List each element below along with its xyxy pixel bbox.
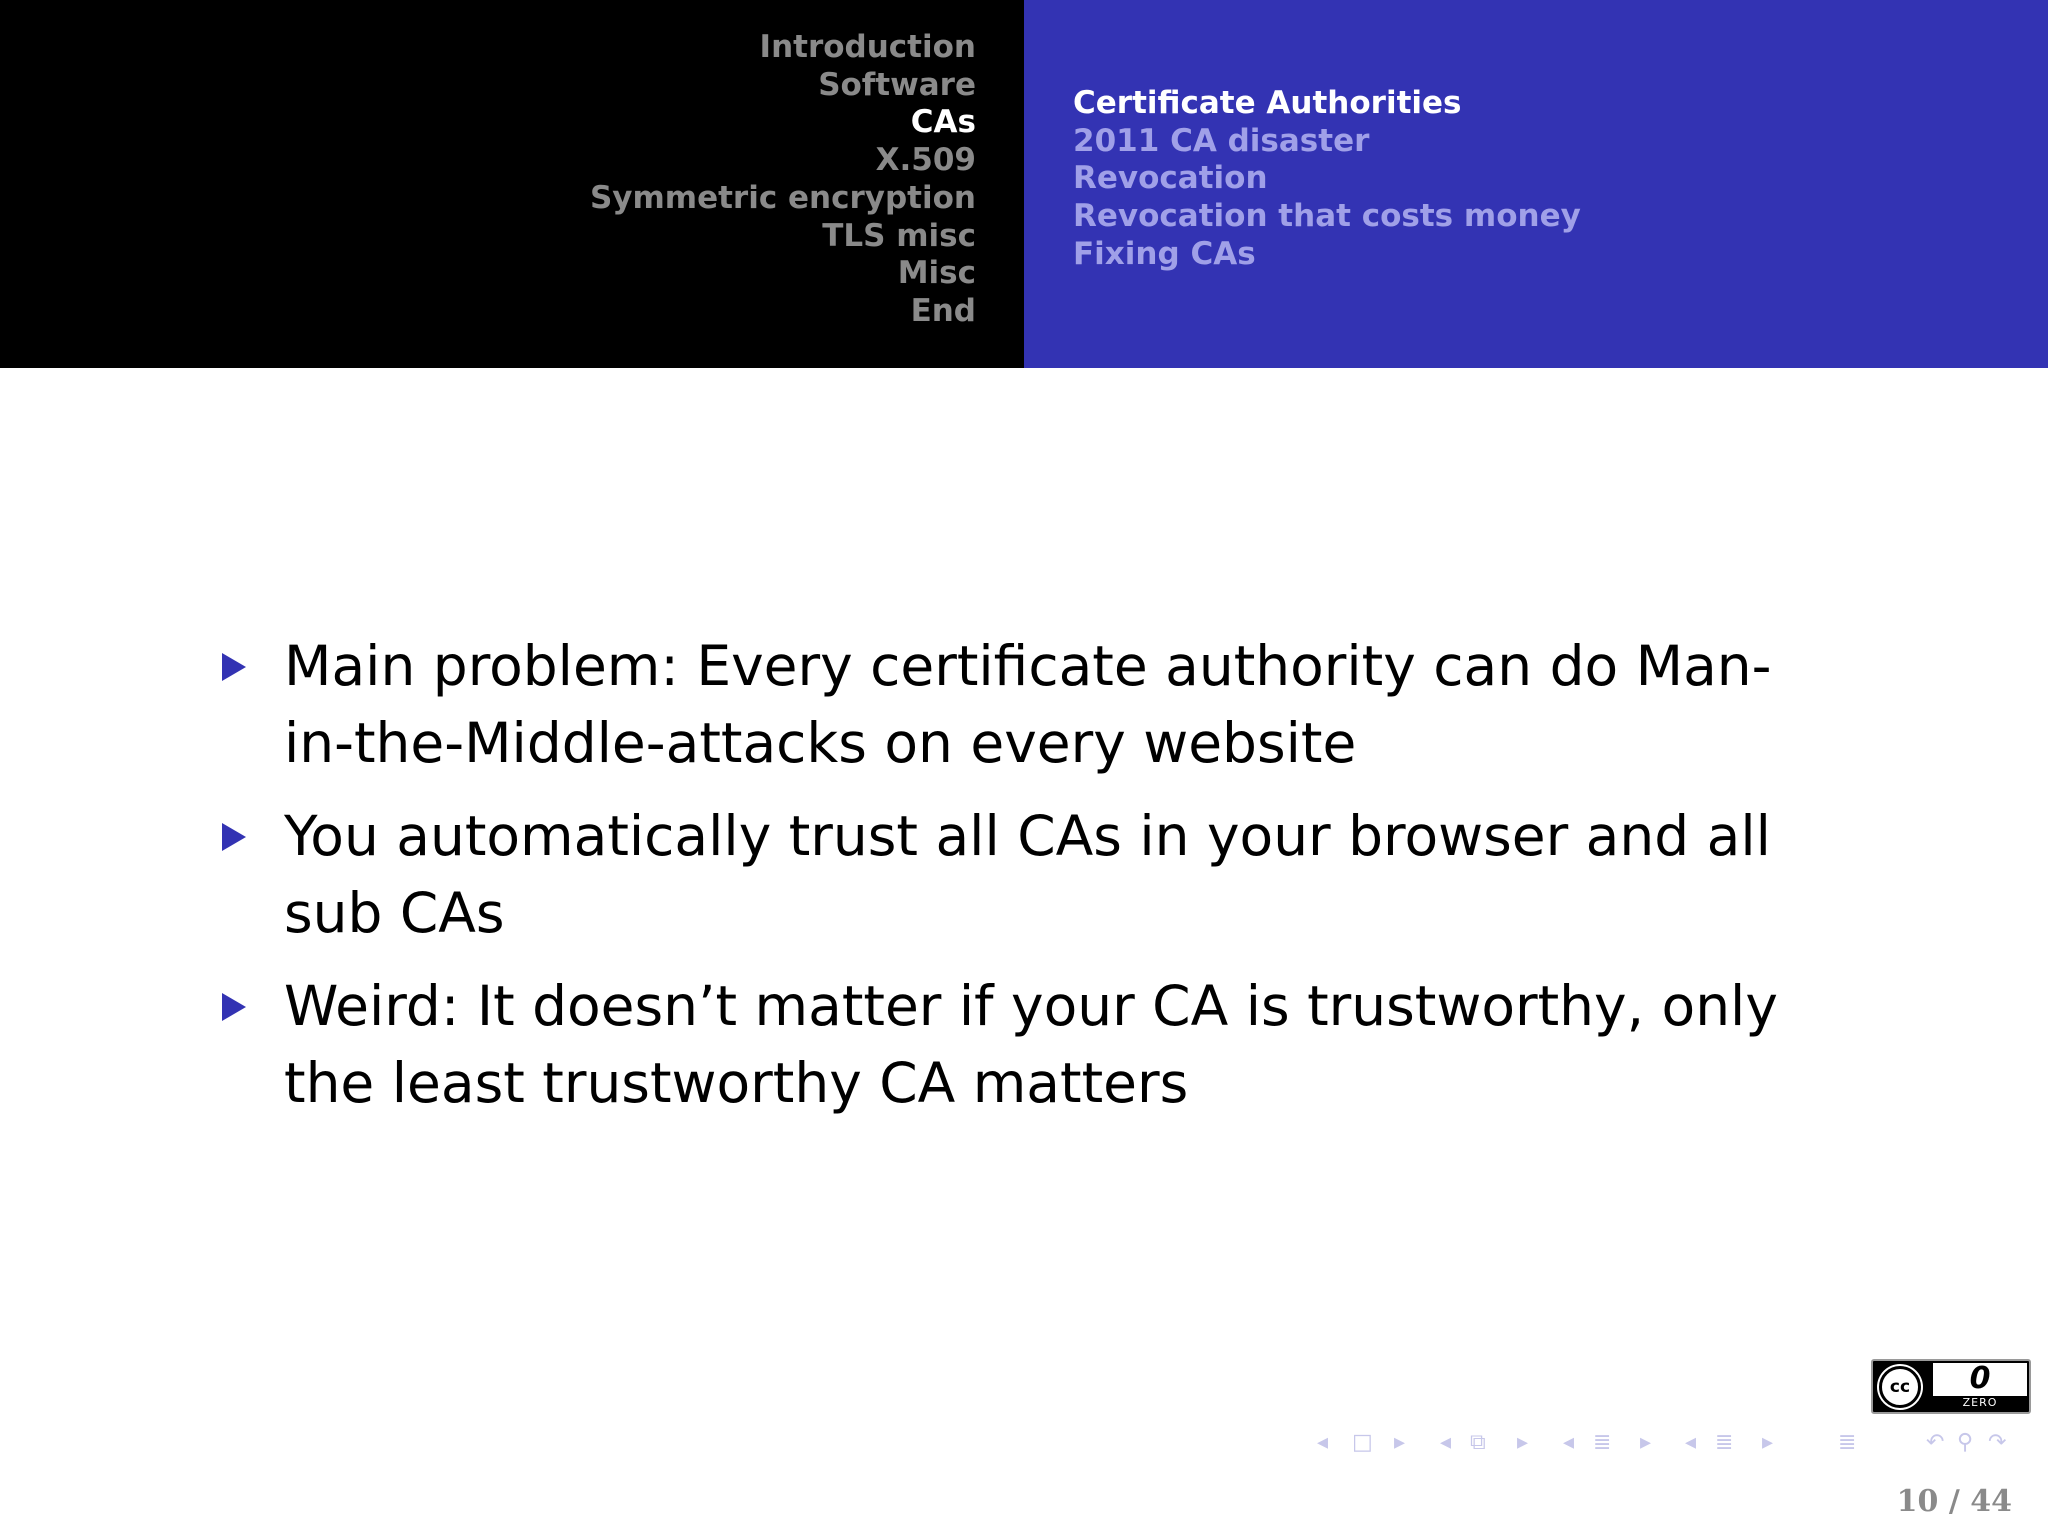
bullet-text: Main problem: Every certificate authority can do Man-in-the-Middle-attacks on every website [284, 634, 1772, 775]
zero-digit: 0 [1969, 1361, 1991, 1396]
nav-section-icon[interactable]: ≣ [1715, 1430, 1734, 1455]
nav-slide-icon[interactable]: ⧉ [1470, 1430, 1486, 1455]
section-misc[interactable]: Misc [897, 255, 976, 292]
nav-prev-slide-icon[interactable]: ◂ [1440, 1430, 1452, 1455]
nav-prev-section-icon[interactable]: ◂ [1685, 1430, 1697, 1455]
nav-frame-icon[interactable]: □ [1352, 1430, 1373, 1455]
zero-label: ZERO [1933, 1396, 2027, 1410]
cc-zero-license-icon [1871, 1359, 2031, 1414]
nav-prev-frame-icon[interactable]: ◂ [1317, 1430, 1329, 1455]
bullet-item [218, 798, 1838, 952]
page-number: 10 / 44 [1896, 1484, 2012, 1519]
nav-next-subsection-icon[interactable]: ▸ [1640, 1430, 1652, 1455]
section-end[interactable]: End [910, 292, 976, 329]
slide-header [0, 0, 2048, 368]
nav-next-slide-icon[interactable]: ▸ [1517, 1430, 1529, 1455]
section-symmetric-encryption[interactable]: Symmetric encryption [589, 179, 976, 216]
subsection-navigation [1024, 0, 2048, 368]
bullet-text: Weird: It doesn’t matter if your CA is trustworthy, only the least trustworthy CA matters [284, 974, 1778, 1115]
nav-forward-icon[interactable]: ↷ [1988, 1430, 2007, 1455]
triangle-bullet-icon [222, 993, 246, 1021]
section-tls-misc[interactable]: TLS misc [822, 217, 976, 254]
bullet-list [218, 628, 1838, 1138]
zero-panel [1933, 1363, 2027, 1410]
nav-document-icon[interactable]: ≣ [1838, 1430, 1857, 1455]
subsection-revocation[interactable]: Revocation [1073, 160, 1268, 197]
bullet-text: You automatically trust all CAs in your browser and all sub CAs [284, 804, 1771, 945]
subsection-revocation-costs-money[interactable]: Revocation that costs money [1073, 198, 1581, 235]
nav-search-icon[interactable]: ⚲ [1957, 1430, 1974, 1455]
nav-back-icon[interactable]: ↶ [1926, 1430, 1945, 1455]
bullet-item [218, 968, 1838, 1122]
bullet-item [218, 628, 1838, 782]
nav-next-section-icon[interactable]: ▸ [1762, 1430, 1774, 1455]
cc-logo: cc [1879, 1366, 1921, 1408]
section-cas[interactable]: CAs [910, 104, 976, 141]
nav-next-frame-icon[interactable]: ▸ [1394, 1430, 1406, 1455]
subsection-2011-ca-disaster[interactable]: 2011 CA disaster [1073, 122, 1370, 159]
nav-subsection-icon[interactable]: ≣ [1593, 1430, 1612, 1455]
subsection-certificate-authorities[interactable]: Certificate Authorities [1073, 85, 1462, 121]
triangle-bullet-icon [222, 823, 246, 851]
section-x509[interactable]: X.509 [875, 142, 976, 179]
section-introduction[interactable]: Introduction [759, 29, 976, 65]
section-software[interactable]: Software [818, 66, 976, 103]
section-navigation [0, 0, 1024, 368]
nav-prev-subsection-icon[interactable]: ◂ [1563, 1430, 1575, 1455]
subsection-fixing-cas[interactable]: Fixing CAs [1073, 235, 1256, 272]
triangle-bullet-icon [222, 653, 246, 681]
